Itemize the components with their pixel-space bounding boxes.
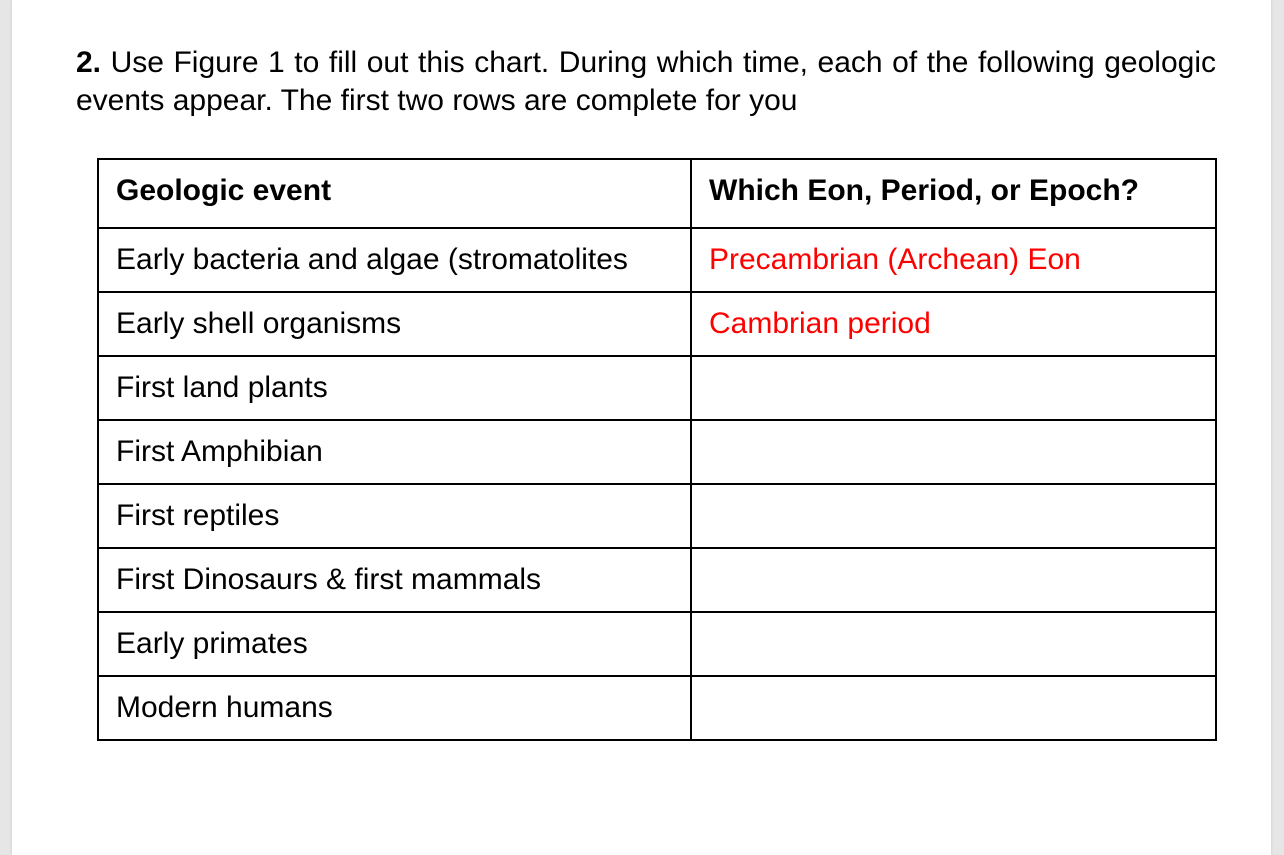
table-row <box>98 420 1216 484</box>
event-cell: Early primates <box>98 612 691 676</box>
question-prompt <box>76 44 1216 120</box>
table-row <box>98 356 1216 420</box>
event-cell: Early shell organisms <box>98 292 691 356</box>
question-number: 2. <box>76 46 102 79</box>
document-page <box>12 0 1271 855</box>
answer-cell[interactable] <box>691 356 1216 420</box>
table-row <box>98 676 1216 740</box>
geologic-events-table <box>97 158 1217 741</box>
header-eon-period-epoch: Which Eon, Period, or Epoch? <box>691 159 1216 228</box>
header-geologic-event: Geologic event <box>98 159 691 228</box>
answer-cell[interactable]: Cambrian period <box>691 292 1216 356</box>
event-cell: Modern humans <box>98 676 691 740</box>
table-row <box>98 484 1216 548</box>
table-row <box>98 548 1216 612</box>
answer-cell[interactable] <box>691 484 1216 548</box>
table-row <box>98 228 1216 292</box>
answer-cell[interactable] <box>691 612 1216 676</box>
table-row <box>98 292 1216 356</box>
answer-cell[interactable] <box>691 548 1216 612</box>
answer-cell[interactable] <box>691 420 1216 484</box>
event-cell: Early bacteria and algae (stromatolites <box>98 228 691 292</box>
answer-cell[interactable]: Precambrian (Archean) Eon <box>691 228 1216 292</box>
table-header-row <box>98 159 1216 228</box>
question-text: Use Figure 1 to fill out this chart. During which time, each of the following geologic events appear. The first two rows are complete for you <box>76 46 1216 117</box>
event-cell: First Amphibian <box>98 420 691 484</box>
table-row <box>98 612 1216 676</box>
answer-cell[interactable] <box>691 676 1216 740</box>
event-cell: First land plants <box>98 356 691 420</box>
event-cell: First Dinosaurs & first mammals <box>98 548 691 612</box>
event-cell: First reptiles <box>98 484 691 548</box>
